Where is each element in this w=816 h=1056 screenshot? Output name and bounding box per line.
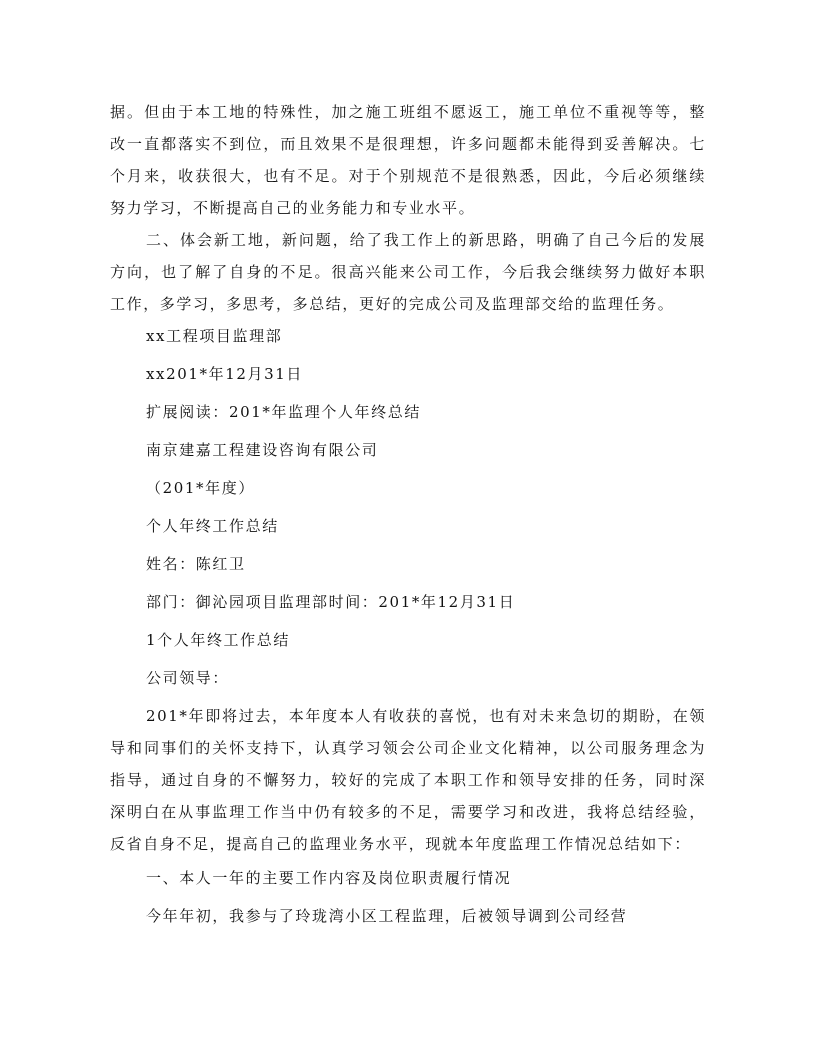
department-and-time: 部门：御沁园项目监理部时间：201*年12月31日 [146,593,516,611]
report-title: 个人年终工作总结 [146,517,279,535]
section-title: 1个人年终工作总结 [146,631,290,649]
paragraph-summary-intro: 201*年即将过去，本年度本人有收获的喜悦，也有对未来急切的期盼，在领导和同事们的关怀支持下，认真学习领会公司企业文化精神，以公司服务理念为指导，通过自身的不懈努力，较好的完成了本职工作和领导安排的任务，同时深深明白在从事监理工作当中仍有较多的不足，需要学习和改进，我将总结经验，反省自身不足，提高自己的监理业务水平，现就本年度监理工作情况总结如下： [110,707,706,853]
salutation: 公司领导： [146,669,230,687]
company-name: 南京建嘉工程建设咨询有限公司 [146,441,379,459]
paragraph-experience: 二、体会新工地，新问题，给了我工作上的新思路，明确了自己今后的发展方向，也了解了自身的不足。很高兴能来公司工作，今后我会继续努力做好本职工作，多学习，多思考，多总结，更好的完成公司及监理部交给的监理任务。 [110,231,706,313]
paragraph-continuation: 据。但由于本工地的特殊性，加之施工班组不愿返工，施工单位不重视等等，整改一直都落实不到位，而且效果不是很理想，许多问题都未能得到妥善解决。七个月来，收获很大，也有不足。对于个别规范不是很熟悉，因此，今后必须继续努力学习，不断提高自己的业务能力和专业水平。 [110,103,706,217]
report-year: （201*年度） [146,479,255,497]
section-heading-duties: 一、本人一年的主要工作内容及岗位职责履行情况 [146,869,512,887]
author-name: 姓名：陈红卫 [146,555,246,573]
signature-department: xx工程项目监理部 [146,327,283,345]
signature-date: xx201*年12月31日 [146,365,304,383]
extended-reading-heading: 扩展阅读：201*年监理个人年终总结 [146,403,421,421]
paragraph-work-start: 今年年初，我参与了玲珑湾小区工程监理，后被领导调到公司经营 [146,907,628,925]
